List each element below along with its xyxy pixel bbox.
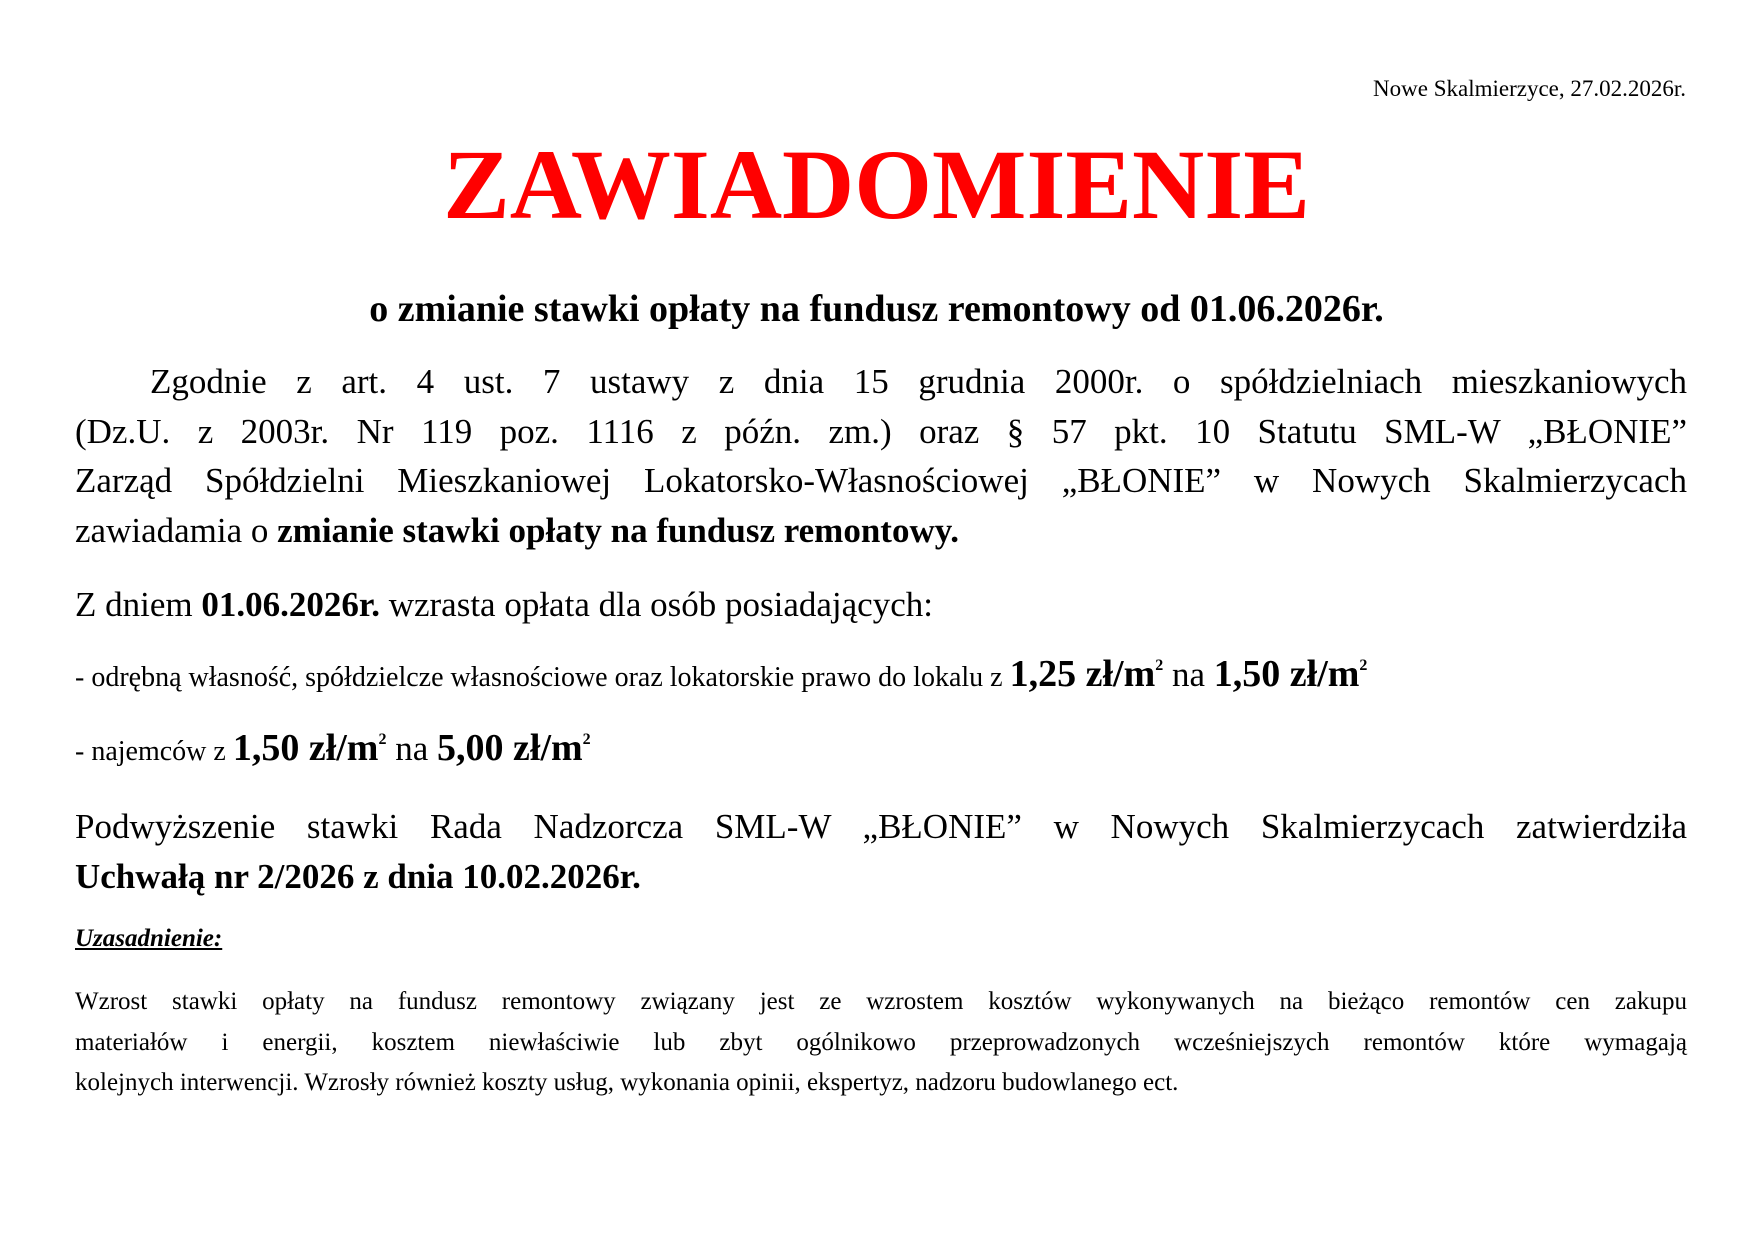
rate-from-value: 1,50 $zł/m^2$ bbox=[232, 727, 387, 769]
intro-line-3: Zarząd Spółdzielni Mieszkaniowej Lokatorsko-Własnościowej „BŁONIE” w Nowych Skalmierzycach bbox=[75, 461, 1687, 500]
approval-line-1: Podwyższenie stawki Rada Nadzorcza SML-W „BŁONIE” w Nowych Skalmierzycach zatwierdziła bbox=[75, 807, 1687, 846]
rate-item-tenants bbox=[75, 726, 591, 770]
intro-line-4 bbox=[75, 506, 1687, 556]
approval-paragraph bbox=[75, 802, 1687, 901]
justification-line-2: materiałów i energii, kosztem niewłaściwie lub zbyt ogólnikowo przeprowadzonych wcześniejszych remontów które wymagają bbox=[75, 1028, 1687, 1056]
resolution-reference: Uchwałą nr 2/2026 z dnia 10.02.2026r. bbox=[75, 856, 641, 896]
document-subtitle: o zmianie stawki opłaty na fundusz remontowy od 01.06.2026r. bbox=[369, 288, 1384, 330]
rate-to-value: 5,00 $zł/m^2$ bbox=[437, 727, 591, 769]
approval-line-2 bbox=[75, 852, 1687, 902]
effective-date: 01.06.2026r. bbox=[201, 585, 380, 624]
rate-label: - odrębną własność, spółdzielcze własnościowe oraz lokatorskie prawo do lokalu z bbox=[75, 662, 1010, 693]
place-date: Nowe Skalmierzyce, 27.02.2026r. bbox=[1373, 76, 1686, 101]
justification-heading: Uzasadnienie: bbox=[75, 925, 223, 952]
effective-prefix: Z dniem bbox=[75, 585, 202, 624]
rate-to-word: na bbox=[386, 729, 438, 768]
document-title: ZAWIADOMIENIE bbox=[443, 129, 1310, 240]
intro-line-2: (Dz.U. z 2003r. Nr 119 poz. 1116 z późn. zm.) oraz § 57 pkt. 10 Statutu SML-W „BŁONIE” bbox=[75, 411, 1687, 451]
intro-line-4-prefix: zawiadamia o bbox=[75, 510, 278, 550]
effective-date-line bbox=[75, 580, 1687, 630]
intro-line-1: Zgodnie z art. 4 ust. 7 ustawy z dnia 15 grudnia 2000r. o spółdzielniach mieszkaniowych bbox=[150, 362, 1687, 401]
rate-label: - najemców z bbox=[75, 736, 233, 767]
rate-from-value: 1,25 $zł/m^2$ bbox=[1009, 653, 1164, 695]
rate-item-owners bbox=[75, 652, 1367, 696]
rate-to-word: na bbox=[1163, 655, 1214, 694]
intro-line-4-bold: zmianie stawki opłaty na fundusz remontowy. bbox=[277, 510, 960, 550]
intro-paragraph bbox=[75, 357, 1687, 555]
effective-suffix: wzrasta opłata dla osób posiadających: bbox=[379, 585, 933, 624]
justification-line-1: Wzrost stawki opłaty na fundusz remontowy związany jest ze wzrostem kosztów wykonywanych na bieżąco remontów cen zakupu bbox=[75, 988, 1687, 1015]
justification-line-3: kolejnych interwencji. Wzrosły również koszty usług, wykonania opinii, ekspertyz, nadzoru budowlanego ect. bbox=[75, 1069, 1179, 1096]
rate-to-value: 1,50 $zł/m^2$ bbox=[1213, 653, 1368, 695]
justification-paragraph bbox=[75, 982, 1687, 1104]
